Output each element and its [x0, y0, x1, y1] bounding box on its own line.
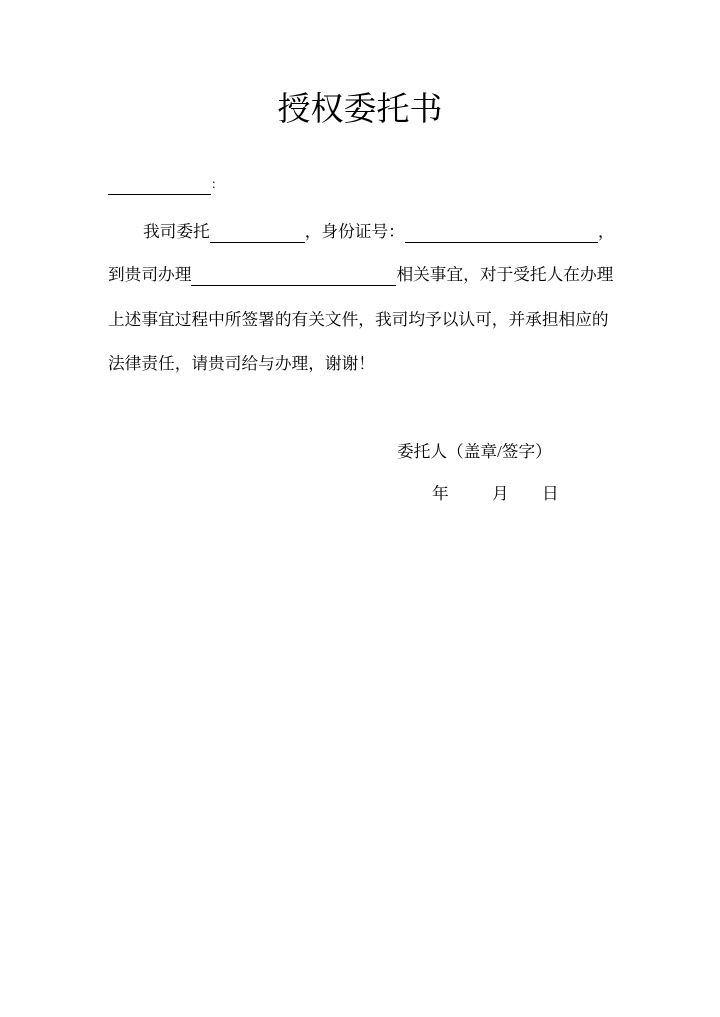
- trustee-name-blank: [210, 224, 305, 243]
- addressee-blank: [108, 176, 211, 195]
- body-line-3: 上述事宜过程中所签署的有关文件，我司均予以认可，并承担相应的: [108, 310, 609, 329]
- date-day: 日: [542, 484, 559, 503]
- body-line-2-part-2: 相关事宜，对于受托人在办理: [396, 265, 614, 284]
- body-line-2: [108, 264, 613, 286]
- addressee-line: [108, 172, 223, 194]
- addressee-colon: ：: [211, 177, 224, 191]
- body-line-1: [143, 221, 615, 243]
- body-line-1-part-2: ，身份证号：: [304, 222, 405, 241]
- body-line-2-part-1: 到贵司办理: [108, 265, 192, 284]
- body-line-1-part-1: 我司委托: [143, 222, 210, 241]
- body-line-4: 法律责任，请贵司给与办理，谢谢！: [108, 354, 375, 373]
- date-month: 月: [492, 484, 509, 503]
- date-year: 年: [432, 484, 449, 503]
- matter-blank: [191, 267, 396, 286]
- id-number-blank: [405, 224, 598, 243]
- signature-line: 委托人（盖章/签字）: [397, 442, 552, 461]
- body-line-1-part-3: ，: [597, 222, 615, 241]
- document-title: 授权委托书: [277, 92, 443, 128]
